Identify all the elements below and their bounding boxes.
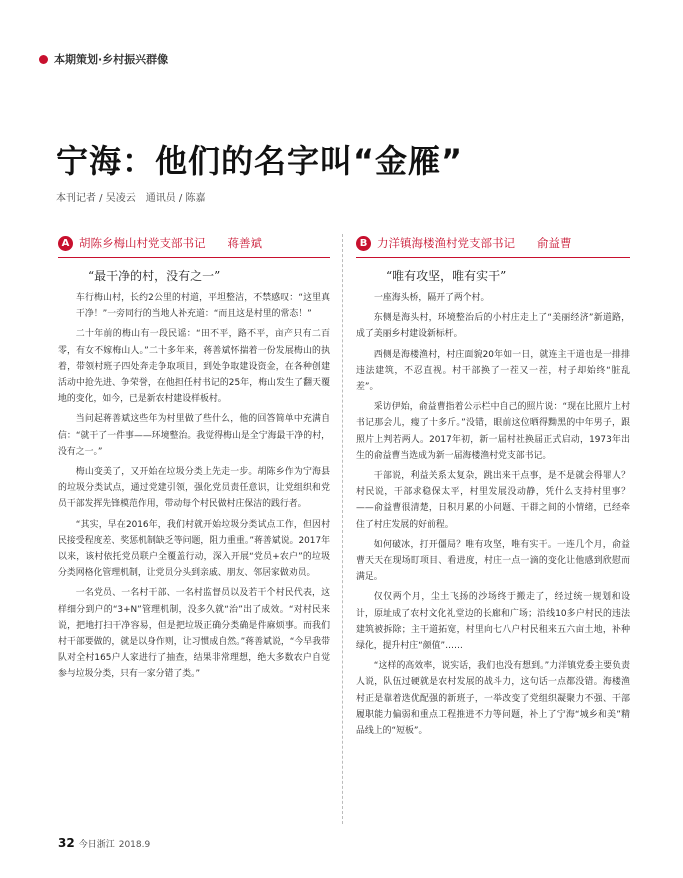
- column-a-paragraph: 当问起蒋善斌这些年为村里做了些什么，他的回答简单中充满自信：“就干了一件事——环境整治。我觉得梅山是全宁海最干净的村，没有之一。”: [58, 414, 330, 457]
- article-title: 宁海：他们的名字叫“金雁”: [56, 142, 464, 180]
- page-number: 32: [58, 836, 75, 850]
- column-a-paragraph: 车行梅山村，长约2公里的村道，平坦整洁，不禁感叹：“这里真干净！”一旁同行的当地人补充道：“而且这是村里的常态！”: [76, 293, 330, 320]
- red-dot-icon: [39, 55, 48, 64]
- column-a: [58, 234, 330, 687]
- column-a-quote: “最干净的村，没有之一”: [88, 269, 221, 283]
- article-byline: 本刊记者 / 吴凌云 通讯员 / 陈嘉: [56, 193, 206, 204]
- column-a-paragraph: 一名党员、一名村干部、一名村监督员以及若干个村民代表，这样细分到户的“3+N”管理机制，没多久就“治”出了成效。“对村民来说，把地打扫干净容易，但是把垃圾正确分类确是件麻烦事。而我们村干部要做的，就是以身作则，让习惯成自然。”蒋善斌说，“今早我带队对全村165户人家进行了抽查，结果非常理想，绝大多数农户自觉参与垃圾分类，只有一家分错了类。”: [58, 588, 330, 680]
- column-a-paragraph: “其实，早在2016年，我们村就开始垃圾分类试点工作，但因村民接受程度差、奖惩机制缺乏等问题，阻力重重。”蒋善斌说。2017年以来，该村依托党员联户全覆盖行动，深入开展“党员+农户”的垃圾分类网格化管理机制，让党员分头到亲戚、朋友、邻居家做劝员。: [58, 519, 330, 579]
- column-b-badge: B: [356, 236, 371, 251]
- column-a-place: 胡陈乡梅山村党支部书记: [79, 236, 206, 250]
- column-a-rule: [58, 257, 330, 258]
- issue-date: 2018.9: [118, 840, 151, 850]
- column-a-badge: A: [58, 236, 73, 251]
- column-b-paragraph: 如何破冰，打开僵局？唯有攻坚，唯有实干。一连几个月，俞益曹天天在现场盯项目、看进度，村庄一点一滴的变化让他感到欣慰而满足。: [356, 539, 630, 583]
- column-b-quote: “唯有攻坚，唯有实干”: [386, 269, 507, 283]
- column-b-paragraph: 仅仅两个月，尘土飞扬的沙场终于搬走了，经过统一规划和设计，原址成了农村文化礼堂边的长廊和广场；沿线10多户村民的违法建筑被拆除；主干道拓宽，村里向七八户村民租来五六亩土地，补种绿化，提升村庄“颜值”……: [356, 592, 630, 652]
- column-b-paragraph: 东侧是海头村，环境整治后的小村庄走上了“美丽经济”新道路，成了美丽乡村建设新标杆。: [356, 313, 630, 340]
- column-a-paragraph: 梅山变美了，又开始在垃圾分类上先走一步。胡陈乡作为宁海县的垃圾分类试点，通过党建引领，强化党员责任意识，让党组织和党员干部发挥先锋模范作用，带动每个村民做村庄保洁的践行者。: [58, 467, 330, 510]
- column-b-name: 俞益曹: [537, 236, 572, 250]
- column-divider: [342, 234, 343, 824]
- magazine-name: 今日浙江: [78, 840, 115, 850]
- column-a-paragraph: 二十年前的梅山有一段民谣：“田不平，路不平，亩产只有二百零，有女不嫁梅山人。”二十多年来，蒋善斌怀揣着一份发展梅山的执着，带领村班子四处奔走争取项目，到处争取建设资金，在各种创建活动中抢先进、争荣誉，在他担任村书记的25年，梅山发生了翻天覆地的变化，如今，已是新农村建设样板村。: [58, 329, 330, 405]
- column-b-place: 力洋镇海楼渔村党支部书记: [377, 236, 515, 250]
- section-label-text: 本期策划·乡村振兴群像: [54, 53, 169, 66]
- column-b-paragraph: 一座海头桥，隔开了两个村。: [374, 293, 490, 303]
- column-b-header: [356, 234, 630, 252]
- section-label: [39, 51, 168, 67]
- column-b-rule: [356, 257, 630, 258]
- column-a-header: [58, 234, 330, 252]
- column-b-paragraph: 干部说，利益关系太复杂，跳出来干点事，是不是就会得罪人？村民说，干部求稳保太平，村里发展没动静，凭什么支持村里事？——俞益曹很清楚，日积月累的小问题、干群之间的小情绪，已经牵住了村庄发展的好前程。: [356, 471, 630, 530]
- column-b-paragraph: “这样的高效率，说实话，我们也没有想到。”力洋镇党委主要负责人说，队伍过硬就是农村发展的战斗力，这句话一点都没错。海楼渔村正是靠着选优配强的新班子，一举改变了党组织凝聚力不强、干部履职能力偏弱和重点工程推进不力等问题，补上了宁海“城乡和美”精品线上的“短板”。: [356, 661, 630, 737]
- column-a-name: 蒋善斌: [227, 236, 262, 250]
- page-footer: [58, 836, 150, 850]
- column-b: [356, 234, 630, 743]
- column-b-paragraph: 西侧是海楼渔村，村庄面貌20年如一日，就连主干道也是一排排违法建筑，不忍直视。村干部换了一茬又一茬，村子却始终“脏乱差”。: [356, 349, 630, 393]
- column-b-paragraph: 采访伊始，俞益曹指着公示栏中自己的照片说：“现在比照片上村书记那会儿，瘦了十多斤。”没错，眼前这位晒得黝黑的中年男子，跟照片上判若两人。2017年初，新一届村社换届正式启动，1973年出生的俞益曹当选成为新一届海楼渔村党支部书记。: [356, 402, 630, 461]
